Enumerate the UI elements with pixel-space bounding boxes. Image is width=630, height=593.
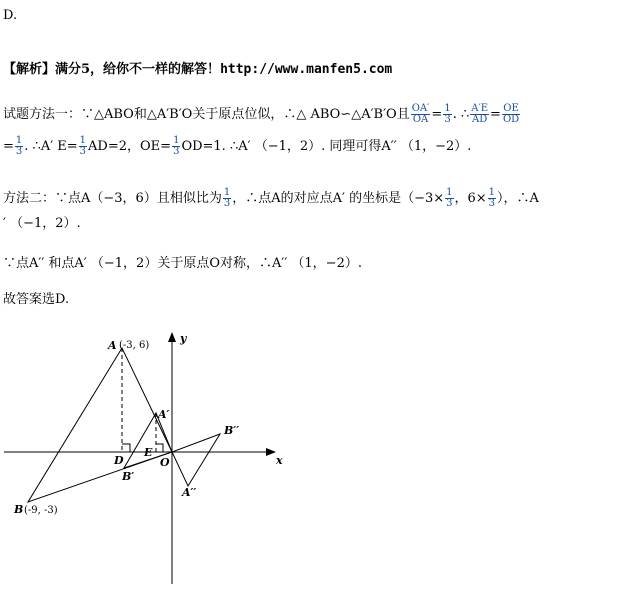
method1-text-2: = <box>431 107 443 122</box>
method2-text-2: ，∴点A的对应点A′ 的坐标是（−3× <box>232 191 445 206</box>
fraction-denominator: OD <box>502 114 520 125</box>
answer-line: D. <box>3 8 18 23</box>
fraction-a1e-ad <box>470 104 489 125</box>
fraction-one-third <box>488 188 496 209</box>
method1-text-3: . ∴ <box>452 107 470 122</box>
fraction-numerator: 1 <box>488 187 496 198</box>
analysis-header <box>3 62 392 78</box>
fraction-oe-od <box>502 104 520 125</box>
method1-line1 <box>3 102 521 128</box>
method1-line2 <box>3 134 471 160</box>
method1-text-4: = <box>490 107 501 122</box>
fraction-denominator: 3 <box>79 146 87 157</box>
fraction-denominator: 3 <box>444 114 451 125</box>
fraction-numerator: 1 <box>444 103 451 114</box>
method1-text-7: AD=2，OE= <box>88 139 172 154</box>
method2-line1 <box>3 186 539 212</box>
label-e: E <box>144 446 153 459</box>
source-url: http://www.manfen5.com <box>220 62 393 77</box>
label-b-coord: (-9, -3) <box>24 505 58 516</box>
fraction-denominator: 3 <box>173 146 180 157</box>
label-y-axis: y <box>180 332 187 345</box>
right-angle-mark-e <box>156 444 163 452</box>
fraction-numerator: OE <box>503 103 519 114</box>
fraction-numerator: 1 <box>79 135 87 146</box>
method2-text-3: ，6× <box>454 191 487 206</box>
fraction-oa1-oa <box>411 104 431 125</box>
fraction-numerator: 1 <box>223 187 231 198</box>
fraction-denominator: 3 <box>223 198 231 209</box>
method1-text-6: . ∴A′ E= <box>24 139 78 154</box>
right-angle-mark-d <box>122 444 130 452</box>
fraction-denominator: 3 <box>446 198 453 209</box>
label-x-axis: x <box>276 454 283 467</box>
fraction-numerator: A′E <box>471 103 489 114</box>
conclusion-line: 故答案选D. <box>3 292 70 307</box>
fraction-one-third <box>15 136 23 157</box>
label-o: O <box>160 456 170 469</box>
label-a-coord: (-3, 6) <box>119 340 150 351</box>
triangle-abo <box>28 348 172 502</box>
fraction-one-third <box>223 188 231 209</box>
fraction-denominator: AD <box>472 114 488 125</box>
coordinate-figure <box>0 328 290 590</box>
method2-text-1: 方法二：∵点A（−3，6）且相似比为 <box>3 191 222 206</box>
fraction-numerator: OA′ <box>411 103 430 114</box>
symmetry-line: ∵点A′′ 和点A′ （−1，2）关于原点O对称，∴A′′ （1，−2）. <box>3 256 362 271</box>
fraction-denominator: 3 <box>15 146 23 157</box>
fraction-numerator: 1 <box>173 135 180 146</box>
analysis-bracket-label: 【解析】 <box>3 62 56 77</box>
label-b2: B′′ <box>224 424 240 437</box>
triangle-a2b2o <box>172 434 220 486</box>
label-b1: B′ <box>122 470 135 483</box>
x-axis-arrow-icon <box>266 448 276 456</box>
method1-text-8: OD=1. ∴A′ （−1，2）. 同理可得A′′ （1，−2）. <box>181 139 472 154</box>
label-a: A <box>108 339 117 352</box>
fraction-one-third <box>79 136 87 157</box>
method1-text-1: 试题方法一：∵△ABO和△A′B′O关于原点位似，∴△ ABO∽△A′B′O且 <box>3 107 410 122</box>
method1-text-5: = <box>3 139 14 154</box>
fraction-denominator: OA <box>412 114 429 125</box>
label-a2: A′′ <box>182 486 197 499</box>
label-a1: A′ <box>158 408 170 421</box>
fraction-numerator: 1 <box>446 187 453 198</box>
analysis-title: 满分5，给你不一样的解答！ <box>55 62 221 77</box>
method2-line2: ′ （−1，2）. <box>3 216 81 231</box>
fraction-denominator: 3 <box>488 198 496 209</box>
method2-text-4: ），∴A <box>497 191 539 206</box>
fraction-one-third <box>445 188 453 209</box>
fraction-numerator: 1 <box>15 135 23 146</box>
fraction-one-third <box>172 136 180 157</box>
fraction-one-third <box>443 104 451 125</box>
y-axis-arrow-icon <box>168 332 176 342</box>
label-d: D <box>114 454 124 467</box>
label-b: B <box>14 503 24 516</box>
